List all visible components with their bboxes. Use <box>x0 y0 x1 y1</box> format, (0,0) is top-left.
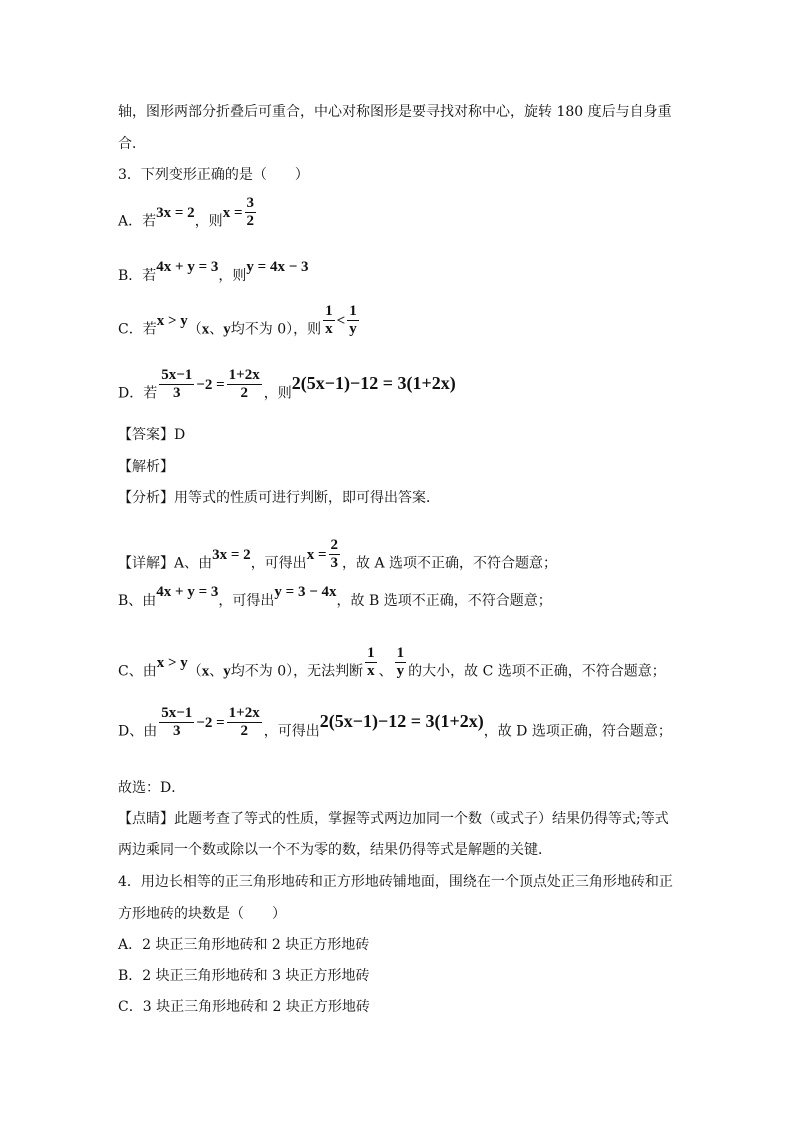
analysis-fenxi: 【分析】用等式的性质可进行判断，即可得出答案． <box>118 490 440 506</box>
option-d-fraction-1 <box>159 367 194 402</box>
detail-d-mid: ，可得出 <box>263 723 320 740</box>
fraction-numerator: 5x−1 <box>161 367 193 383</box>
fraction-denominator: x <box>325 321 333 337</box>
fraction-denominator: 2 <box>246 213 254 229</box>
option-a-fraction <box>245 195 257 230</box>
option-d-fraction-2 <box>227 367 262 402</box>
detail-c-var-x: x <box>201 663 210 680</box>
detail-a <box>118 537 558 581</box>
detail-c-conclusion: 的大小，故 C 选项不正确，不符合题意； <box>408 663 666 680</box>
detail-d-fraction-2 <box>227 705 262 740</box>
detail-a-result-lhs: x = <box>306 546 327 563</box>
analysis-heading: 【解析】 <box>118 459 174 475</box>
detail-b-mid: ，可得出 <box>218 593 275 609</box>
q4-option-b: B．2 块正三角形地砖和 3 块正方形地砖 <box>118 968 370 984</box>
intro-line-1: 轴，图形两部分折叠后可重合，中心对称图形是要寻找对称中心，旋转 180 度后与自身重 <box>118 104 672 120</box>
option-d-minus-two: −2 = <box>196 376 225 393</box>
detail-a-condition: 3x = 2 <box>212 546 251 563</box>
answer-line: 【答案】D <box>118 427 186 443</box>
option-c-label: C．若 <box>118 321 157 338</box>
fraction-numerator: 1 <box>349 303 357 319</box>
fraction-numerator: 1+2x <box>228 705 260 721</box>
dianjing-line-2: 两边乘同一个数或除以一个不为零的数，结果仍得等式是解题的关键． <box>118 842 552 858</box>
option-b-then: ，则 <box>218 268 247 284</box>
fraction-numerator: 1 <box>325 303 333 319</box>
q4-option-a: A．2 块正三角形地砖和 2 块正方形地砖 <box>118 937 370 953</box>
option-c-condition: x > y <box>156 312 188 329</box>
detail-c-sep: 、 <box>209 663 224 680</box>
detail-b-result: y = 3 − 4x <box>274 584 337 600</box>
q3-option-d <box>118 367 456 411</box>
detail-c-fraction-2 <box>395 645 407 680</box>
detail-b-prefix: B、由 <box>118 593 157 609</box>
q4-option-c: C．3 块正三角形地砖和 2 块正方形地砖 <box>118 999 370 1015</box>
option-a-then: ，则 <box>194 213 223 230</box>
fraction-numerator: 2 <box>330 537 338 553</box>
detail-b-condition: 4x + y = 3 <box>156 584 219 600</box>
option-c-paren: （ <box>187 321 202 338</box>
option-c-fraction-1 <box>323 303 335 338</box>
detail-a-conclusion: ，故 A 选项不正确，不符合题意； <box>342 555 558 572</box>
detail-b-conclusion: ，故 B 选项不正确，不符合题意； <box>336 593 552 609</box>
detail-d-conclusion: ，故 D 选项正确，符合题意； <box>483 723 672 740</box>
option-c-var-y: y <box>223 321 231 338</box>
fraction-numerator: 1 <box>396 645 405 661</box>
q3-stem: 3．下列变形正确的是（ ） <box>118 167 309 183</box>
detail-c-sep-2: 、 <box>378 663 393 680</box>
fraction-denominator: 2 <box>240 723 248 739</box>
option-c-var-x: x <box>201 321 210 338</box>
detail-d-result: 2(5x−1)−12 = 3(1+2x) <box>319 710 484 731</box>
fraction-denominator: 3 <box>173 723 181 739</box>
detail-c-var-y: y <box>223 663 231 680</box>
option-c-text: 均不为 0），则 <box>230 321 322 338</box>
detail-c-fraction-1 <box>365 645 377 680</box>
fraction-numerator: 1 <box>367 645 375 661</box>
fraction-numerator: 3 <box>246 195 254 211</box>
fraction-denominator: 2 <box>240 385 248 401</box>
detail-a-fraction <box>329 537 341 572</box>
option-a-condition: 3x = 2 <box>156 204 195 221</box>
detail-c-paren: （ <box>187 663 202 680</box>
q3-option-c <box>118 303 361 347</box>
option-d-result: 2(5x−1)−12 = 3(1+2x) <box>291 372 456 393</box>
detail-c-text: 均不为 0），无法判断 <box>230 663 364 680</box>
detail-d <box>118 705 672 749</box>
option-b-condition: 4x + y = 3 <box>156 259 219 275</box>
option-b-result: y = 4x − 3 <box>246 259 309 275</box>
q4-stem-line-1: 4．用边长相等的正三角形地砖和正方形地砖铺地面，围绕在一个顶点处正三角形地砖和正 <box>118 874 673 890</box>
q3-option-a <box>118 195 258 239</box>
detail-d-prefix: D、由 <box>118 723 158 740</box>
option-a-label: A．若 <box>118 213 157 230</box>
detail-d-fraction-1 <box>159 705 194 740</box>
dianjing-line-1: 【点睛】此题考查了等式的性质，掌握等式两边加同一个数（或式子）结果仍得等式;等式 <box>118 811 669 827</box>
detail-c <box>118 645 666 689</box>
option-a-result-lhs: x = <box>222 204 243 221</box>
fraction-denominator: y <box>396 663 405 679</box>
detail-c-condition: x > y <box>156 654 188 671</box>
fraction-numerator: 1+2x <box>228 367 260 383</box>
detail-d-minus-two: −2 = <box>196 714 225 731</box>
detail-a-mid: ，可得出 <box>250 555 307 572</box>
option-d-then: ，则 <box>263 385 292 402</box>
fraction-denominator: 3 <box>173 385 181 401</box>
fraction-denominator: y <box>349 321 357 337</box>
option-d-label: D．若 <box>118 385 158 402</box>
fraction-denominator: 3 <box>330 555 338 571</box>
q4-stem-line-2: 方形地砖的块数是（ ） <box>118 906 286 922</box>
fraction-denominator: x <box>367 663 375 679</box>
intro-line-2: 合． <box>118 136 146 152</box>
choose-line: 故选：D． <box>118 780 186 796</box>
detail-b <box>118 584 552 611</box>
fraction-numerator: 5x−1 <box>161 705 193 721</box>
option-b-label: B．若 <box>118 268 157 284</box>
detail-c-prefix: C、由 <box>118 663 157 680</box>
option-c-sep: 、 <box>209 321 224 338</box>
q3-option-b <box>118 259 309 286</box>
detail-a-prefix: 【详解】A、由 <box>118 555 213 572</box>
option-c-fraction-2 <box>347 303 359 338</box>
option-c-less-than: < <box>336 312 346 329</box>
